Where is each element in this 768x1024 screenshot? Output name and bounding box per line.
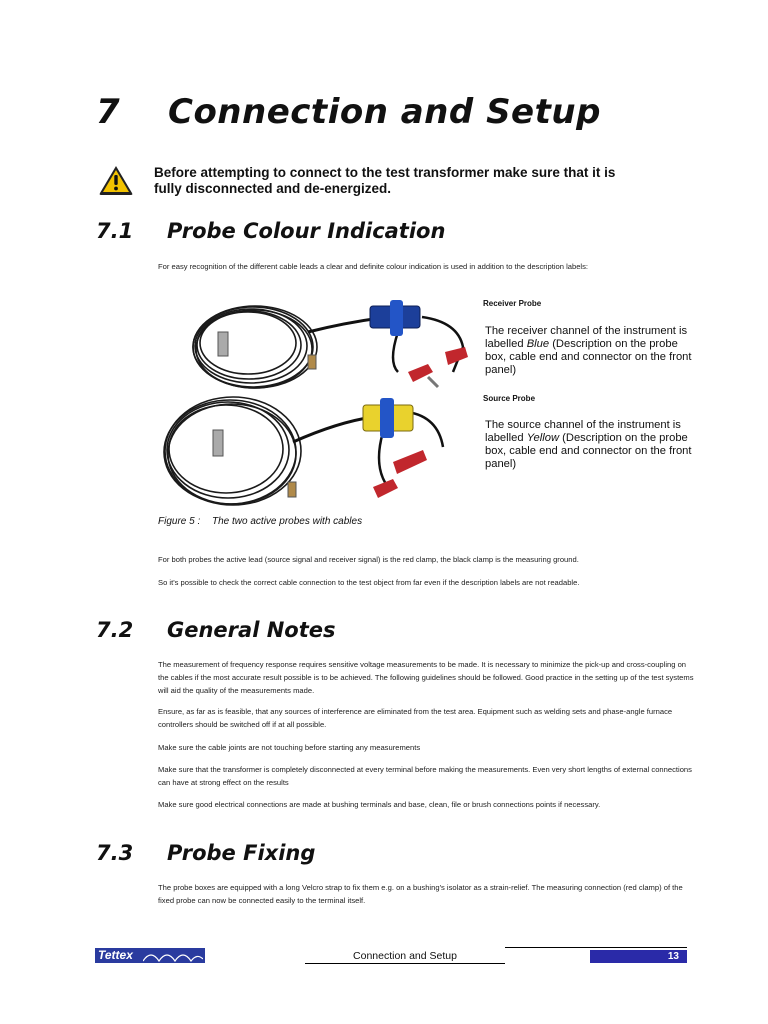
chapter-title: Connection and Setup — [168, 92, 601, 132]
receiver-desc-part: (Description on the probe box, cable end and connector on the front panel) — [485, 338, 692, 376]
warning-line-1: Before attempting to connect to the test transformer make sure that it is — [154, 165, 616, 180]
logo-wave-icon — [143, 949, 203, 962]
section-title: General Notes — [167, 618, 336, 642]
warning-line-2: fully disconnected and de-energized. — [154, 181, 392, 196]
section-heading-7-1 — [96, 219, 445, 243]
section-number: 7.3 — [96, 841, 134, 865]
source-probe-label: Source Probe — [483, 394, 536, 403]
s71-intro: For easy recognition of the different cable leads a clear and definite colour indication is used in addition to the description labels: — [158, 262, 589, 271]
section-heading-7-2 — [96, 618, 336, 642]
figure-caption-text: The two active probes with cables — [212, 516, 363, 527]
receiver-probe-label: Receiver Probe — [483, 299, 542, 308]
s72-para-4: Make sure that the transformer is completely disconnected at every terminal before making the measurements. Even very short lengths of external connections can have at strong effect on the results — [158, 765, 692, 787]
s72-para-5: Make sure good electrical connections are made at bushing terminals and base, clean, file or brush connections points if necessary. — [158, 800, 601, 809]
source-probe-description — [485, 419, 700, 471]
section-title: Probe Fixing — [167, 841, 316, 865]
s71-para-1: For both probes the active lead (source signal and receiver signal) is the red clamp, the black clamp is the measuring ground. — [158, 555, 579, 564]
footer-rule — [505, 947, 687, 948]
s71-para-2: So it's possible to check the correct cable connection to the test object from far even if the description labels are not readable. — [158, 578, 580, 587]
tettex-logo — [95, 948, 205, 963]
receiver-desc-emphasis: Blue — [526, 338, 550, 350]
source-desc-part: (Description on the probe box, cable end and connector on the front panel) — [485, 432, 692, 470]
figure-caption — [158, 516, 362, 527]
s72-para-1: The measurement of frequency response requires sensitive voltage measurements to be made. It is necessary to minimize the pick-up and cross-coupling on the cables if the most accurate result possible is to be achieved. The following guidelines should be followed. Good practice in the setting up of the test systems will aid the quality of the measurements made. — [158, 660, 694, 695]
chapter-number: 7 — [96, 92, 121, 132]
s73-para-1: The probe boxes are equipped with a long Velcro strap to fix them e.g. on a bushing's isolator as a strain-relief. The measuring connection (red clamp) of the fixed probe can now be connected easily to the terminal itself. — [158, 883, 683, 905]
section-title: Probe Colour Indication — [167, 219, 446, 243]
warning-icon — [98, 164, 134, 196]
section-heading-7-3 — [96, 841, 315, 865]
warning-text — [154, 165, 674, 197]
section-number: 7.1 — [96, 219, 134, 243]
page-number: 13 — [590, 950, 687, 963]
probes-photo — [158, 292, 478, 514]
receiver-probe-description — [485, 325, 700, 377]
figure-label: Figure 5 : — [158, 516, 201, 527]
s72-para-3: Make sure the cable joints are not touching before starting any measurements — [158, 743, 421, 752]
source-desc-part: The source channel of the instrument is labelled — [485, 419, 681, 444]
source-desc-emphasis: Yellow — [526, 432, 560, 444]
logo-text: Tettex — [98, 948, 133, 962]
footer-title: Connection and Setup — [305, 948, 505, 964]
receiver-desc-part: The receiver channel of the instrument is labelled — [485, 325, 688, 350]
section-number: 7.2 — [96, 618, 134, 642]
chapter-heading — [96, 92, 601, 132]
s72-para-2: Ensure, as far as is feasible, that any sources of interference are eliminated from the test area. Equipment such as welding sets and phase-angle furnace controllers should be switched off if at all possible. — [158, 707, 673, 729]
